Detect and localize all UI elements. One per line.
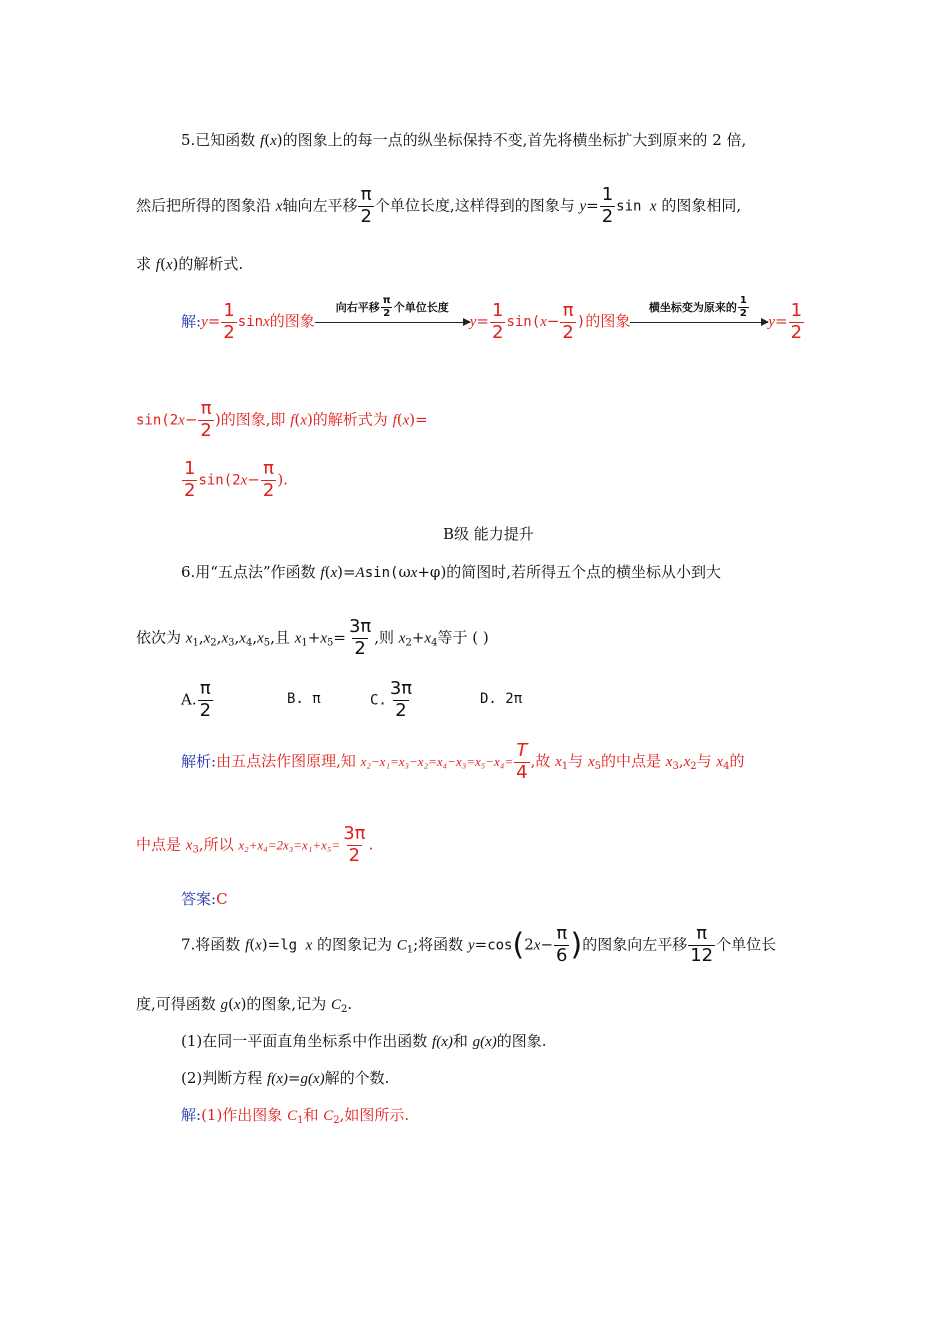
fraction: $\frac{1}{2}$ bbox=[492, 300, 504, 343]
sol7: 解:(1)作出图象 $C_1$和 $C_2$,如图所示. bbox=[181, 1106, 410, 1126]
solution-label: 解: bbox=[181, 312, 202, 331]
fraction: $\frac{T}{4}$ bbox=[516, 740, 528, 783]
sol6-line1: 解析:由五点法作图原理,知 x₂−x₁=x₃−x₂=x₄−x₃=x₅−x₄= $\frac{T}{4}$ ,故 $x_1$与 $x_5$的中点是 $x_3,x_2$与 $x_4$的 bbox=[181, 740, 745, 783]
fraction-pi-over-2: $\frac{\pi}{2}$ bbox=[360, 184, 372, 227]
fraction: $\frac{1}{2}$ bbox=[790, 300, 803, 343]
fraction-one-half: $\frac{1}{2}$ bbox=[601, 184, 614, 227]
fraction: $\frac{\pi}{6}$ bbox=[556, 923, 568, 966]
q6-line2: 依次为 $x_1,x_2,x_3,x_4,x_5$,且 $x_1+x_5=$ $\frac{3\pi}{2}$ ,则 $x_2+x_4$等于 ( ) bbox=[136, 616, 489, 659]
q6-option-d[interactable]: D. 2π bbox=[480, 691, 523, 707]
sol5-line2: sin(2x− $\frac{\pi}{2}$ )的图象,即 f(x)的解析式为 f(x)= bbox=[136, 398, 428, 441]
sol5-line3: $\frac{1}{2}$ sin(2x− $\frac{\pi}{2}$ ). bbox=[184, 458, 288, 501]
fraction: $\frac{3\pi}{2}$ bbox=[343, 823, 366, 866]
fraction: $\frac{\pi}{12}$ bbox=[690, 923, 714, 966]
q7-line1: 7.将函数 f(x)=lg x 的图象记为 $C_1$;将函数 y=cos(2x− $\frac{\pi}{6}$ )的图象向左平移 $\frac{\pi}{12}$ 个单位长 bbox=[181, 923, 777, 966]
q6-option-b[interactable]: B. π bbox=[287, 691, 321, 707]
q5-line2: 然后把所得的图象沿 x轴向左平移 $\frac{\pi}{2}$ 个单位长度,这样得到的图象与 y= $\frac{1}{2}$ sin x 的图象相同, bbox=[136, 184, 742, 227]
fraction: $\frac{1}{2}$ bbox=[223, 300, 235, 343]
fraction: $\frac{\pi}{2}$ bbox=[562, 300, 574, 343]
transform-arrow-scale: 横坐标变为原来的 $\frac{1}{2}$ bbox=[630, 322, 768, 323]
q5-line3: 求 f(x)的解析式. bbox=[136, 255, 244, 273]
q6-line1: 6.用“五点法”作函数 f(x)=Asin(ωx+φ)的简图时,若所得五个点的横坐标从小到大 bbox=[181, 563, 722, 581]
fraction: $\frac{\pi}{2}$ bbox=[262, 458, 275, 501]
sol6-line2: 中点是 $x_3$,所以 x₂+x₄=2x₃=x₁+x₅= $\frac{3\pi}{2}$ . bbox=[136, 823, 374, 866]
q7-sub2: (2)判断方程 f(x)=g(x)解的个数. bbox=[181, 1069, 390, 1087]
q7-line2: 度,可得函数 g(x)的图象,记为 $C_2$. bbox=[136, 995, 353, 1015]
fraction: $\frac{3\pi}{2}$ bbox=[389, 678, 413, 721]
fraction: $\frac{1}{2}$ bbox=[184, 458, 196, 501]
answer-6: 答案:C bbox=[181, 890, 228, 908]
q6-option-c[interactable]: C. $\frac{3\pi}{2}$ bbox=[370, 678, 413, 721]
q7-sub1: (1)在同一平面直角坐标系中作出函数 f(x)和 g(x)的图象. bbox=[181, 1032, 547, 1050]
analysis-label: 解析: bbox=[181, 752, 217, 771]
fraction: $\frac{3\pi}{2}$ bbox=[348, 616, 372, 659]
q5-line1: 5.已知函数 f(x)的图象上的每一点的纵坐标保持不变,首先将横坐标扩大到原来的 2 倍, bbox=[181, 131, 747, 149]
sol5-line1: 解:y= $\frac{1}{2}$ sinx的图象 向右平移 $\frac{\pi}{2}$ 个单位长度 y= $\frac{1}{2}$ sin(x− $\frac{\pi}{2}$ )的图象 横坐标变为原来的 $\frac{1}{2}$ y= $\frac{1}{2}$ bbox=[181, 294, 803, 343]
section-heading: B级 能力提升 bbox=[443, 525, 534, 543]
fraction: $\frac{\pi}{2}$ bbox=[199, 678, 212, 721]
q6-option-a[interactable]: A. $\frac{\pi}{2}$ bbox=[181, 678, 212, 721]
fraction: $\frac{\pi}{2}$ bbox=[200, 398, 212, 441]
transform-arrow-shift: 向右平移 $\frac{\pi}{2}$ 个单位长度 bbox=[315, 322, 470, 323]
